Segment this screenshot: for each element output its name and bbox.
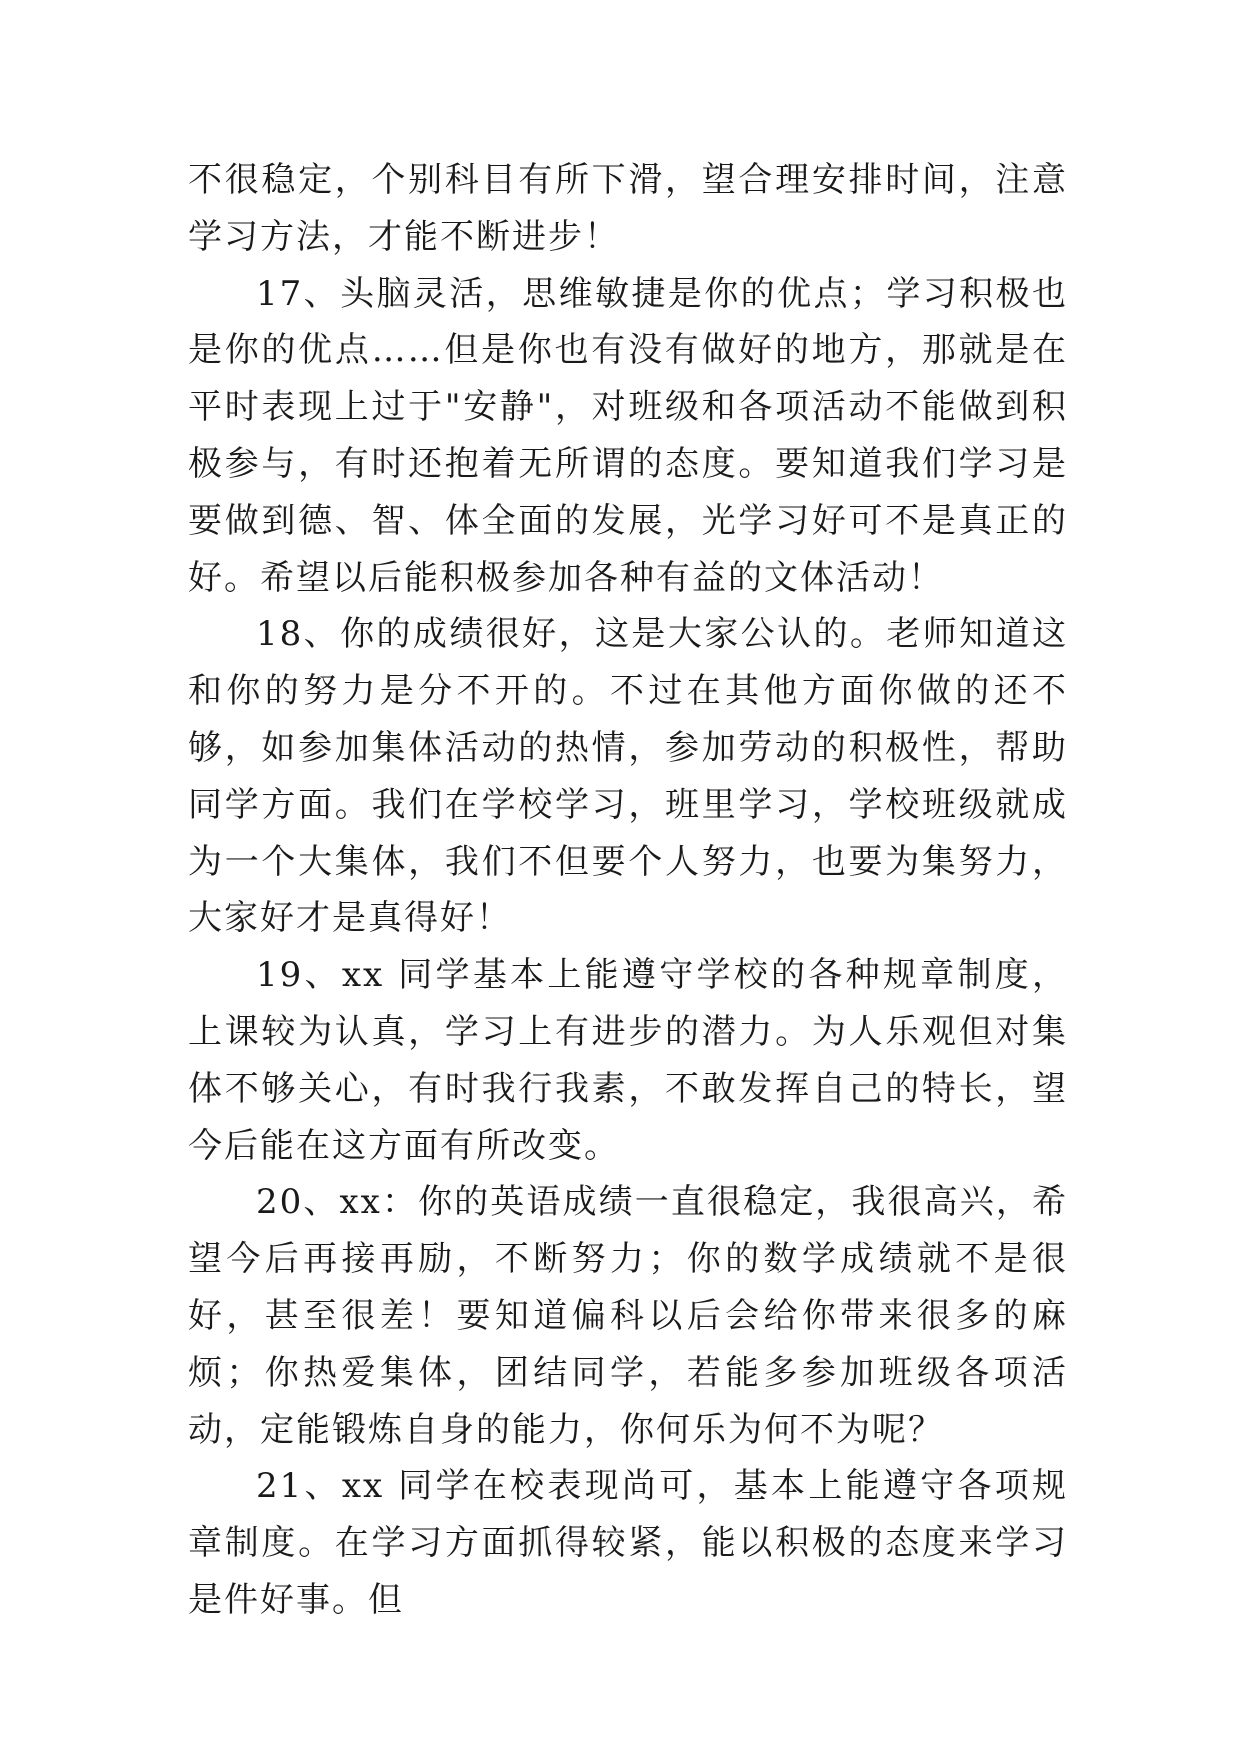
- paragraph-comment-21: 21、xx 同学在校表现尚可，基本上能遵守各项规章制度。在学习方面抓得较紧，能以积极的态度来学习是件好事。但: [188, 1466, 1068, 1620]
- paragraph-comment-17: 17、头脑灵活，思维敏捷是你的优点；学习积极也是你的优点……但是你也有没有做好的地方，那就是在平时表现上过于"安静"，对班级和各项活动不能做到积极参与，有时还抱着无所谓的态度。要知道我们学习是要做到德、智、体全面的发展，光学习好可不是真正的好。希望以后能积极参加各种有益的文体活动！: [188, 273, 1068, 598]
- paragraph-comment-19: 19、xx 同学基本上能遵守学校的各种规章制度，上课较为认真，学习上有进步的潜力。为人乐观但对集体不够关心，有时我行我素，不敢发挥自己的特长，望今后能在这方面有所改变。: [188, 955, 1068, 1166]
- paragraph-comment-20: 20、xx：你的英语成绩一直很稳定，我很高兴，希望今后再接再励，不断努力；你的数学成绩就不是很好，甚至很差！要知道偏科以后会给你带来很多的麻烦；你热爱集体，团结同学，若能多参加班级各项活动，定能锻炼自身的能力，你何乐为何不为呢？: [188, 1182, 1068, 1450]
- paragraph-continued: 不很稳定，个别科目有所下滑，望合理安排时间，注意学习方法，才能不断进步！: [188, 160, 1068, 257]
- document-page: [188, 152, 1068, 1629]
- paragraph-comment-18: 18、你的成绩很好，这是大家公认的。老师知道这和你的努力是分不开的。不过在其他方面你做的还不够，如参加集体活动的热情，参加劳动的积极性，帮助同学方面。我们在学校学习，班里学习，学校班级就成为一个大集体，我们不但要个人努力，也要为集努力，大家好才是真得好！: [188, 614, 1068, 939]
